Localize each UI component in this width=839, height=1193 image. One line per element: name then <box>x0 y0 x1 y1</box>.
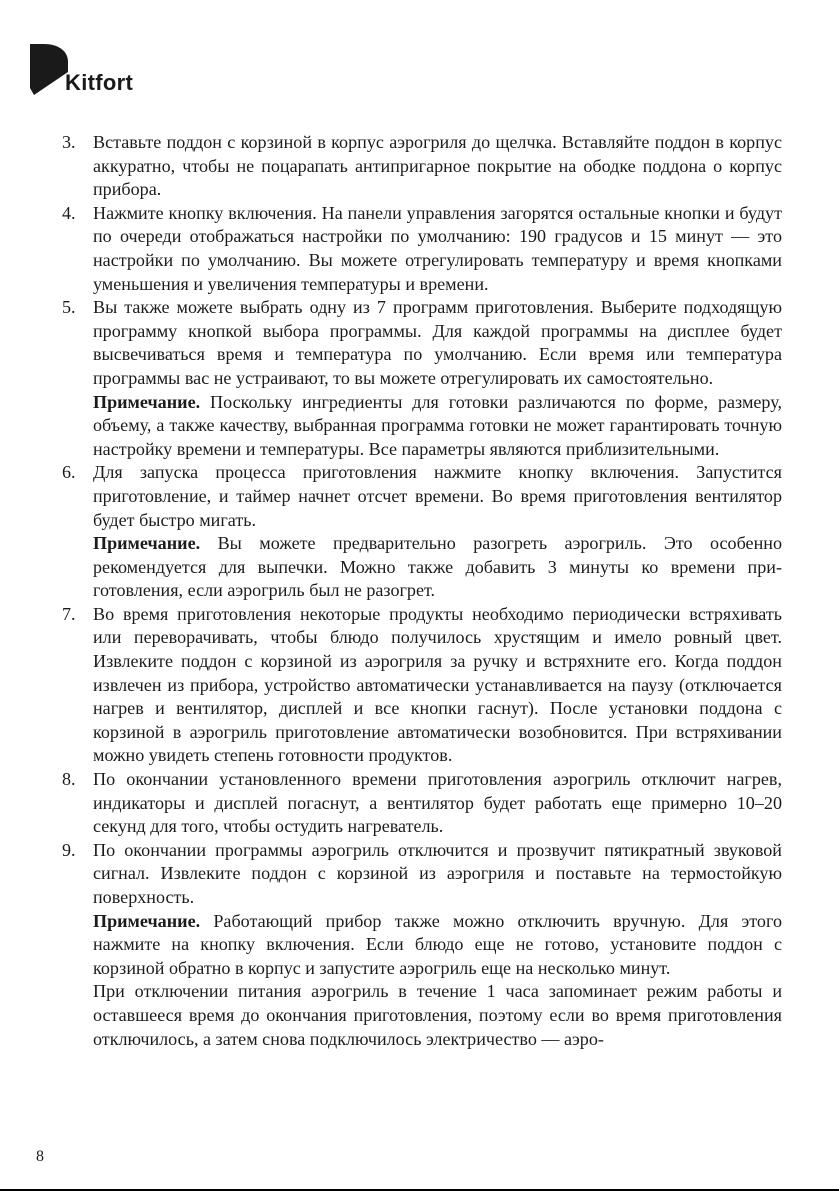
paragraph-text: По окончании установленного времени приготовления аэрогриль отключит нагрев, индикаторы и дисплей погаснут, а вентилятор будет работать еще примерно 10–20 секунд для того, чтобы остудить нагреватель. <box>93 769 782 837</box>
step-note <box>93 532 782 603</box>
kitfort-logo <box>30 44 160 104</box>
note-label: Примечание. <box>93 391 201 412</box>
step-number: 5. <box>62 297 76 318</box>
step-text <box>93 202 782 296</box>
step-8 <box>62 768 782 839</box>
note-text: Вы можете предварительно разогреть аэрогриль. Это особенно рекомендуется для выпечки. Можно также добавить 3 минуты ко времени приготовления, если аэрогриль был не разогрет. <box>93 533 782 601</box>
step-number: 7. <box>62 603 76 624</box>
step-number: 9. <box>62 839 76 860</box>
paragraph-text: Во время приготовления некоторые продукты необходимо периодически встряхивать или переворачивать, чтобы блюдо получилось хрустящим и имело ровный цвет. Извлеките поддон с корзиной из аэрогриля за ручку и встряхните его. Когда поддон извлечен из прибора, устройство автоматически устанавливается на паузу (отключается нагрев и вентилятор, дисплей и все кнопки гаснут). После установки поддона с корзиной в аэрогриль приготовление автоматически возобновится. При встряхивании можно увидеть степень готовности продуктов. <box>93 603 782 766</box>
paragraph-text: По окончании программы аэрогриль отключится и прозвучит пятикратный звуковой сигнал. Извлеките поддон с корзиной из аэрогриля и поставьте на термостойкую поверхность. <box>93 839 782 907</box>
steps-list <box>62 131 782 1051</box>
paragraph-text: Вы также можете выбрать одну из 7 программ приготовления. Выберите подходящую программу кнопкой выбора программы. Для каждой программы на дисплее будет высвечиваться время и температура по умолчанию. Если время или температура программы вас не устраивают, то вы можете отрегулировать их самостоятельно. <box>93 297 782 388</box>
paragraph-text: Нажмите кнопку включения. На панели управления загорятся остальные кнопки и будут по очереди отображаться настройки по умолчанию: 190 градусов и 15 минут — это настройки по умолчанию. Вы можете отрегулировать температуру и время кнопками уменьшения и увеличения температуры и времени. <box>93 202 782 294</box>
step-text <box>93 296 782 390</box>
step-7 <box>62 603 782 768</box>
step-text <box>93 603 782 768</box>
paragraph-text: При отключении питания аэрогриль в течение 1 часа запоминает режим работы и оставшееся время до окончания приготовления, поэтому если во время приготовления отключилось, а затем снова подключилось электричество — аэро- <box>93 981 782 1049</box>
note-text: Поскольку ингредиенты для готовки различаются по форме, размеру, объему, а также качеству, выбранная программа готовки не может гарантировать точную настройку времени и температуры. Все параметры являются приблизительными. <box>93 391 782 459</box>
paragraph-text: Вставьте поддон с корзиной в корпус аэрогриля до щелчка. Вставляйте поддон в корпус аккуратно, чтобы не поцарапать антипригарное покрытие на ободке поддона о корпус прибора. <box>93 132 782 200</box>
step-text <box>93 768 782 839</box>
step-6 <box>62 461 782 603</box>
step-4 <box>62 202 782 296</box>
step-text <box>93 131 782 202</box>
step-number: 4. <box>62 202 76 223</box>
step-number: 8. <box>62 769 76 790</box>
note-label: Примечание. <box>93 533 201 554</box>
bottom-rule <box>0 1189 839 1191</box>
step-9 <box>62 839 782 1051</box>
note-text: Работающий прибор также можно отключить вручную. Для этого нажмите на кнопку включения. Если блюдо еще не готово, установите поддон с корзиной обратно в корпус и запустите аэрогриль еще на несколько минут. <box>93 910 782 978</box>
kitfort-logo-mark-icon <box>30 44 70 96</box>
instructions-content <box>62 131 782 1051</box>
page-number: 8 <box>36 1148 44 1165</box>
note-label: Примечание. <box>93 910 201 931</box>
step-text <box>93 461 782 532</box>
step-number: 3. <box>62 132 76 152</box>
step-note <box>93 910 782 981</box>
step-number: 6. <box>62 462 76 483</box>
step-5 <box>62 296 782 461</box>
step-note <box>93 391 782 462</box>
step-text <box>93 839 782 910</box>
step-3 <box>62 131 782 202</box>
logo-text: Kitfort <box>65 70 134 95</box>
paragraph-text: Для запуска процесса приготовления нажмите кнопку включения. Запустится приготовление, и таймер начнет отсчет времени. Во время приготовления вентилятор будет быстро мигать. <box>93 462 782 530</box>
step-text-continued <box>93 980 782 1051</box>
